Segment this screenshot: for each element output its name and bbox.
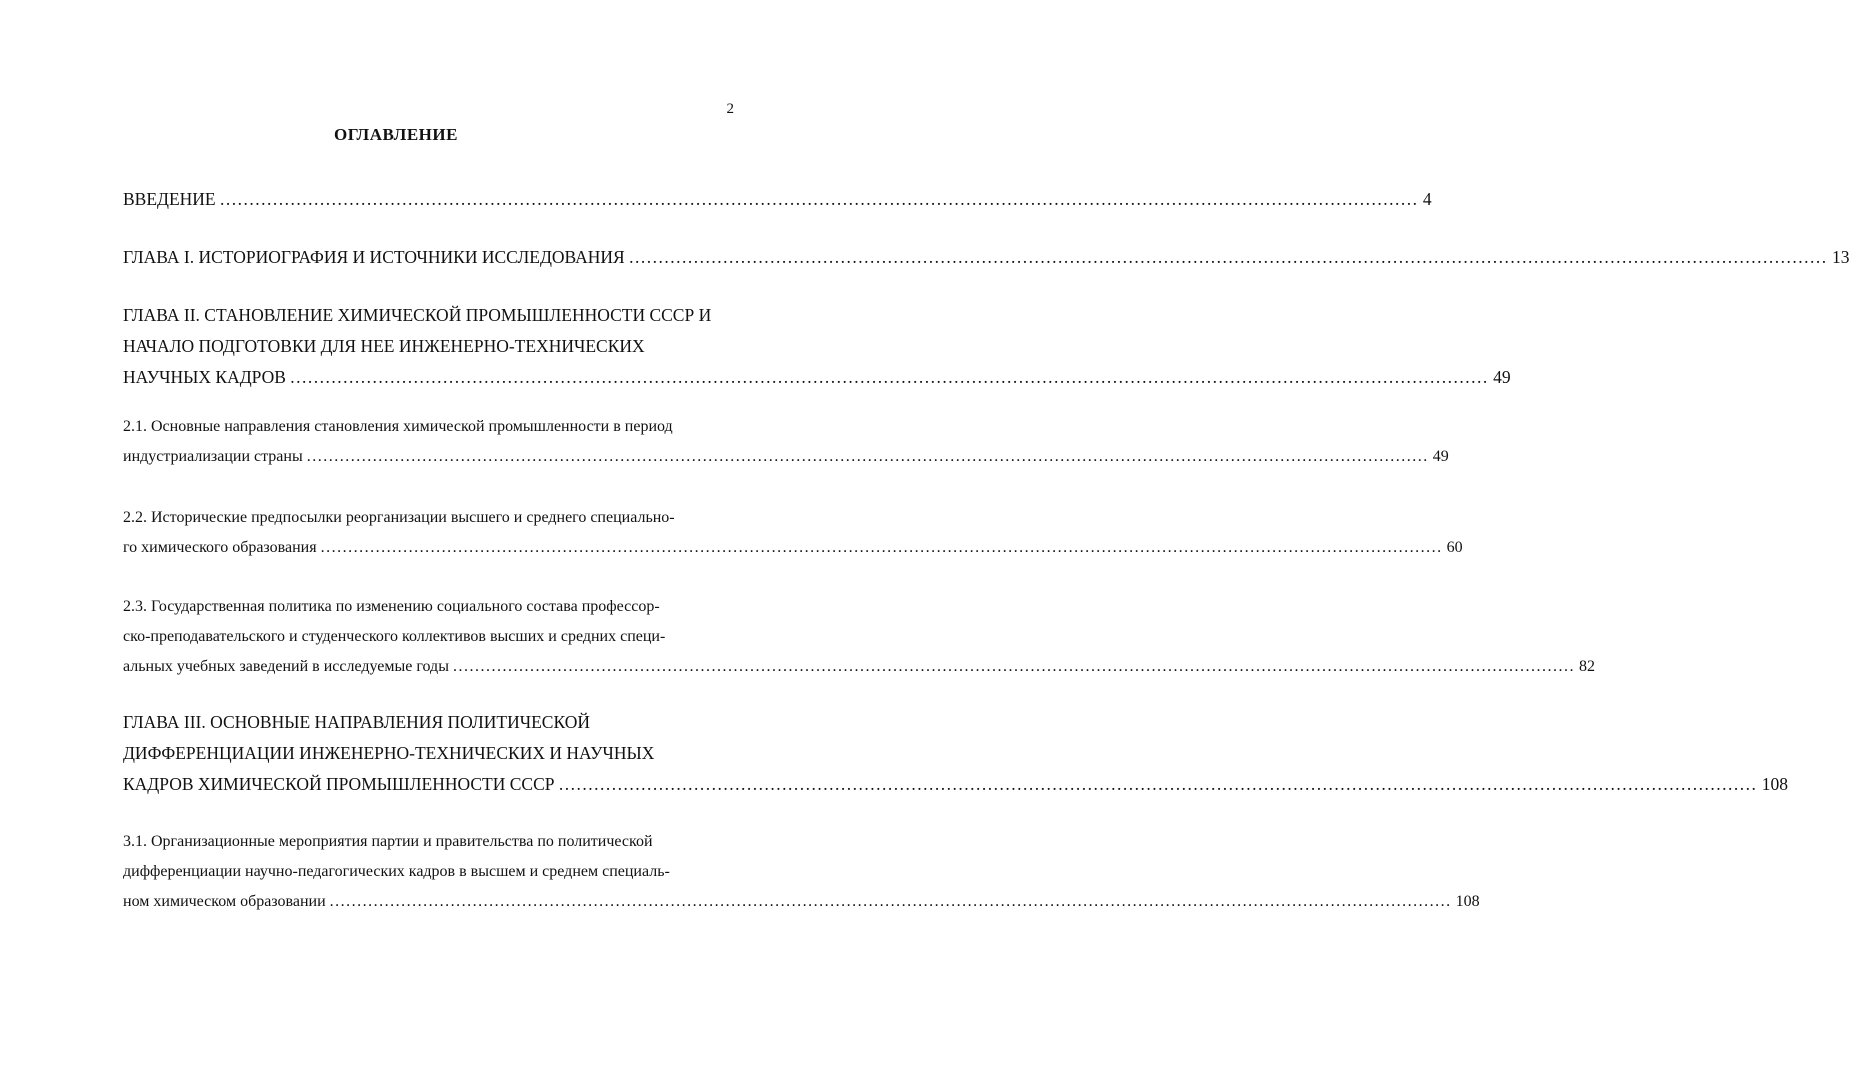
toc-line	[123, 769, 1788, 800]
toc-entry-title: ВВЕДЕНИЕ	[123, 189, 216, 209]
toc-line: 2.1. Основные направления становления химической промышленности в период	[123, 418, 673, 435]
toc-entry-section-2-1[interactable]	[123, 412, 1449, 472]
toc-line	[123, 242, 1849, 273]
toc-line: ско-преподавательского и студенческого коллективов высших и средних специ-	[123, 628, 666, 645]
toc-page-number: 13	[1831, 247, 1849, 267]
toc-line: ГЛАВА III. ОСНОВНЫЕ НАПРАВЛЕНИЯ ПОЛИТИЧЕСКОЙ	[123, 712, 590, 732]
toc-page-number: 108	[1455, 893, 1480, 910]
toc-page-number: 49	[1493, 367, 1511, 387]
toc-entry-title: индустриализации страны	[123, 448, 303, 465]
toc-entry-section-2-2[interactable]	[123, 503, 1463, 563]
toc-entry-chapter-1[interactable]	[123, 242, 1849, 273]
page-title: ОГЛАВЛЕНИЕ	[334, 125, 458, 144]
toc-line	[123, 184, 1432, 215]
toc-page-number: 4	[1422, 189, 1432, 209]
toc-page-number: 82	[1578, 658, 1595, 675]
toc-entry-title: альных учебных заведений в исследуемые годы	[123, 658, 449, 675]
toc-line: 2.3. Государственная политика по изменению социального состава профессор-	[123, 598, 660, 615]
toc-entry-section-3-1[interactable]	[123, 827, 1480, 917]
toc-entry-section-2-3[interactable]	[123, 592, 1595, 682]
toc-entry-chapter-3[interactable]	[123, 707, 1788, 800]
toc-entry-title: го химического образования	[123, 539, 317, 556]
toc-entry-title: КАДРОВ ХИМИЧЕСКОЙ ПРОМЫШЛЕННОСТИ СССР	[123, 774, 555, 794]
toc-line	[123, 362, 1511, 393]
toc-page-number: 108	[1761, 774, 1788, 794]
toc-line: ДИФФЕРЕНЦИАЦИИ ИНЖЕНЕРНО-ТЕХНИЧЕСКИХ И НАУЧНЫХ	[123, 743, 655, 763]
toc-line	[123, 652, 1595, 682]
toc-line	[123, 533, 1463, 563]
dot-leader	[321, 539, 1443, 556]
toc-entry-title: ном химическом образовании	[123, 893, 326, 910]
toc-page-number: 49	[1432, 448, 1449, 465]
toc-page-number: 60	[1446, 539, 1463, 556]
dot-leader	[330, 893, 1452, 910]
toc-line	[123, 442, 1449, 472]
toc-entry-introduction[interactable]	[123, 184, 1432, 215]
toc-line: 3.1. Организационные мероприятия партии и правительства по политической	[123, 833, 653, 850]
toc-entry-title: НАУЧНЫХ КАДРОВ	[123, 367, 286, 387]
toc-line: НАЧАЛО ПОДГОТОВКИ ДЛЯ НЕЕ ИНЖЕНЕРНО-ТЕХНИЧЕСКИХ	[123, 336, 645, 356]
dot-leader	[629, 247, 1828, 267]
toc-line: дифференциации научно-педагогических кадров в высшем и среднем специаль-	[123, 863, 670, 880]
toc-entry-title: ГЛАВА I. ИСТОРИОГРАФИЯ И ИСТОЧНИКИ ИССЛЕДОВАНИЯ	[123, 247, 625, 267]
dot-leader	[290, 367, 1489, 387]
dot-leader	[453, 658, 1575, 675]
dot-leader	[559, 774, 1758, 794]
toc-line	[123, 887, 1480, 917]
dot-leader	[307, 448, 1429, 465]
toc-line: 2.2. Исторические предпосылки реорганизации высшего и среднего специально-	[123, 509, 675, 526]
toc-entry-chapter-2[interactable]	[123, 300, 1511, 393]
page-number: 2	[726, 101, 734, 117]
toc-line: ГЛАВА II. СТАНОВЛЕНИЕ ХИМИЧЕСКОЙ ПРОМЫШЛЕННОСТИ СССР И	[123, 305, 712, 325]
dot-leader	[220, 189, 1419, 209]
